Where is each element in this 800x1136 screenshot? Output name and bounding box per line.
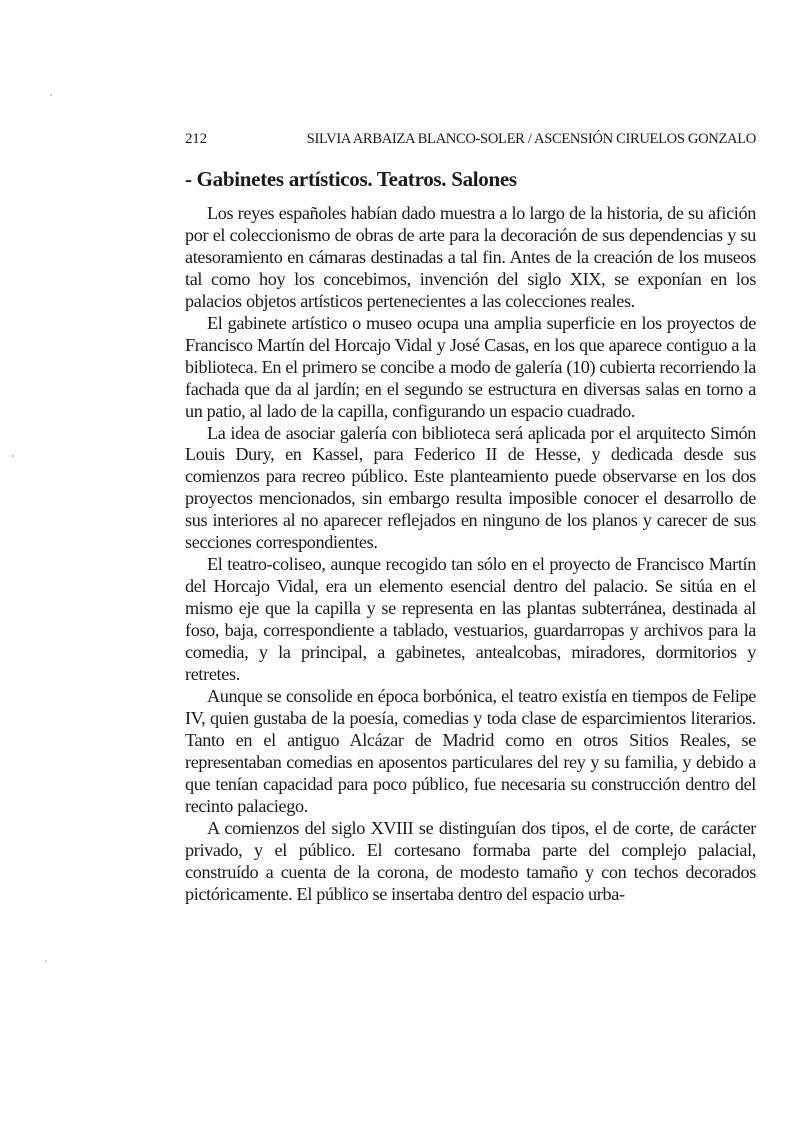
body-text: [185, 203, 756, 906]
page-header: [185, 131, 756, 151]
paragraph: Aunque se consolide en época borbónica, el teatro existía en tiempos de Felipe IV, quien gustaba de la poesía, comedias y toda clase de esparcimientos literarios. Tanto en el antiguo Alcázar de Madrid como en otros Sitios Reales, se representaban comedias en aposentos particulares del rey y su familia, y debido a que tenían capacidad para poco público, fue necesaria su construcción dentro del recinto palaciego.: [185, 685, 756, 816]
paragraph: Los reyes españoles habían dado muestra a lo largo de la historia, de su afición por el coleccionismo de obras de arte para la decoración de sus dependencias y su atesoramiento en cámaras destinadas a tal fin. Antes de la creación de los museos tal como hoy los concebimos, invención del siglo XIX, se exponían en los palacios objetos artísticos pertenecientes a las colecciones reales.: [185, 203, 756, 311]
paragraph: El gabinete artístico o museo ocupa una amplia superficie en los proyectos de Francisco Martín del Horcajo Vidal y José Casas, en los que aparece contiguo a la biblioteca. En el primero se concibe a modo de galería (10) cubierta recorriendo la fachada que da al jardín; en el segundo se estructura en diversas salas en torno a un patio, al lado de la capilla, configurando un espacio cuadrado.: [185, 312, 756, 421]
scan-speck: [50, 94, 52, 96]
paragraph: El teatro-coliseo, aunque recogido tan sólo en el proyecto de Francisco Martín del Horcajo Vidal, era un elemento esencial dentro del palacio. Se sitúa en el mismo eje que la capilla y se representa en las plantas subterránea, destinada al foso, baja, correspondiente a tablado, vestuarios, guardarropas y archivos para la comedia, y la principal, a gabinetes, antealcobas, miradores, dormitorios y retretes.: [185, 554, 756, 685]
running-head: SILVIA ARBAIZA BLANCO-SOLER / ASCENSIÓN CIRUELOS GONZALO: [306, 131, 756, 147]
paragraph: A comienzos del siglo XVIII se distinguían dos tipos, el de corte, de carácter privado, y el público. El cortesano formaba parte del complejo palacial, construído a cuenta de la corona, de modesto tamaño y con techos decorados pictóricamente. El público se insertaba dentro del espacio urba-: [185, 817, 756, 904]
paragraph: La idea de asociar galería con biblioteca será aplicada por el arquitecto Simón Louis Dury, en Kassel, para Federico II de Hesse, y dedicada desde sus comienzos para recreo público. Este planteamiento puede observarse en los dos proyectos mencionados, sin embargo resulta imposible conocer el desarrollo de sus interiores al no aparecer reflejados en ninguno de los planos y carecer de sus secciones correspondientes.: [185, 422, 756, 553]
scan-speck: [12, 455, 14, 457]
scan-speck: [45, 960, 47, 962]
section-heading: - Gabinetes artísticos. Teatros. Salones: [185, 167, 517, 191]
page-number: 212: [185, 131, 207, 147]
